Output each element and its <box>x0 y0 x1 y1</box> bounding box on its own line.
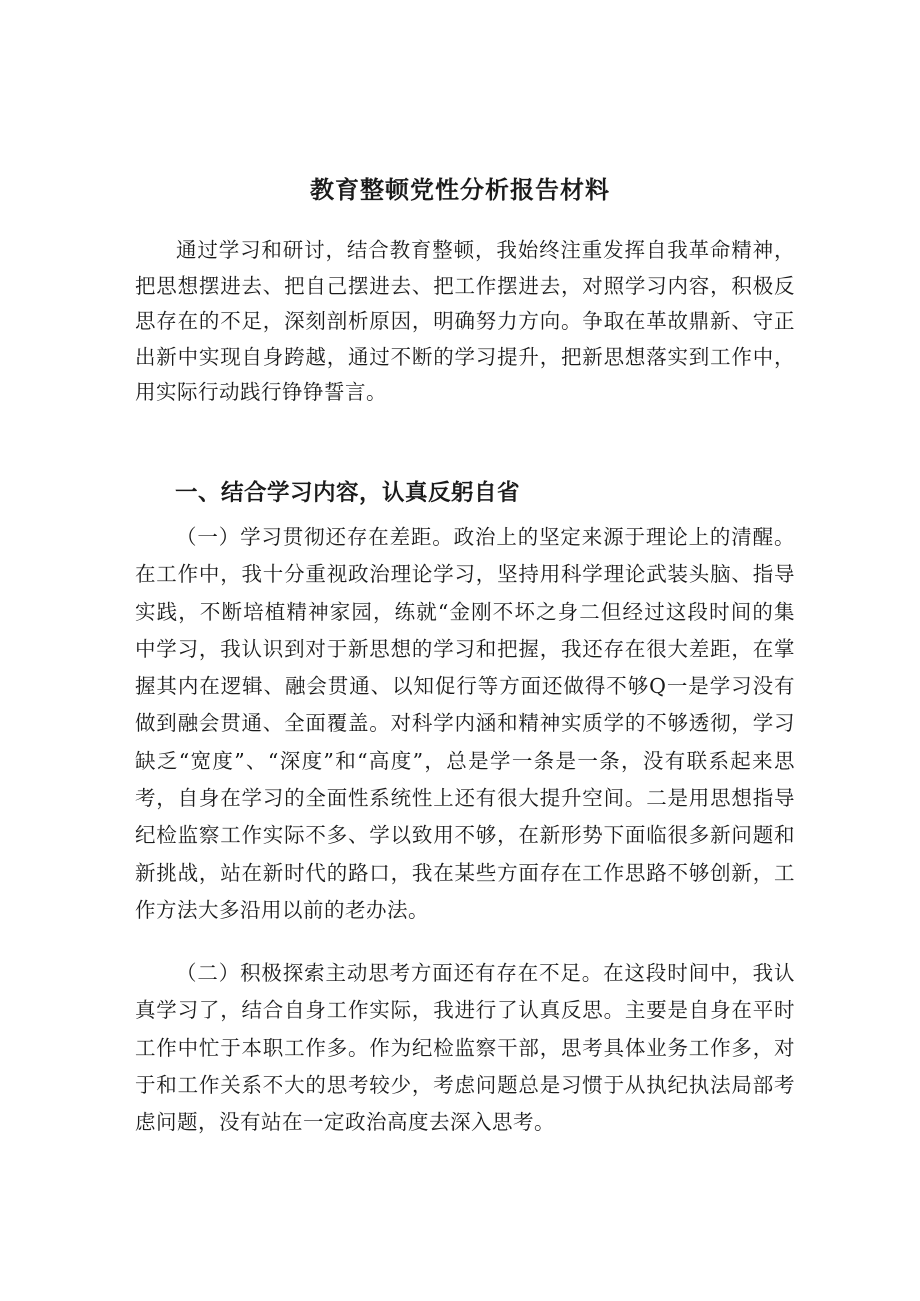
section-heading: 一、结合学习内容，认真反躬自省 <box>175 480 521 506</box>
paragraph-one: （一）学习贯彻还存在差距。政治上的坚定来源于理论上的清醒。在工作中，我十分重视政治理论学习，坚持用科学理论武装头脑、指导实践，不断培植精神家园，练就“金刚不坏之身二但经过这段时间的集中学习，我认识到对于新思想的学习和把握，我还存在很大差距，在掌握其内在逻辑、融会贯通、以知促行等方面还做得不够Q一是学习没有做到融会贯通、全面覆盖。对科学内涵和精神实质学的不够透彻，学习缺乏“宽度”、“深度”和“高度”，总是学一条是一条，没有联系起来思考，自身在学习的全面性系统性上还有很大提升空间。二是用思想指导纪检监察工作实际不多、学以致用不够，在新形势下面临很多新问题和新挑战，站在新时代的路口，我在某些方面存在工作思路不够创新，工作方法大多沿用以前的老办法。 <box>135 525 795 922</box>
intro-paragraph: 通过学习和研讨，结合教育整顿，我始终注重发挥自我革命精神，把思想摆进去、把自己摆进去、把工作摆进去，对照学习内容，积极反思存在的不足，深刻剖析原因，明确努力方向。争取在革故鼎新、守正出新中实现自身跨越，通过不断的学习提升，把新思想落实到工作中，用实际行动践行铮铮誓言。 <box>135 238 795 405</box>
paragraph-two: （二）积极探索主动思考方面还有存在不足。在这段时间中，我认真学习了，结合自身工作实际，我进行了认真反思。主要是自身在平时工作中忙于本职工作多。作为纪检监察干部，思考具体业务工作多，对于和工作关系不大的思考较少，考虑问题总是习惯于从执纪执法局部考虑问题，没有站在一定政治高度去深入思考。 <box>135 961 795 1135</box>
document-title: 教育整顿党性分析报告材料 <box>310 176 610 204</box>
